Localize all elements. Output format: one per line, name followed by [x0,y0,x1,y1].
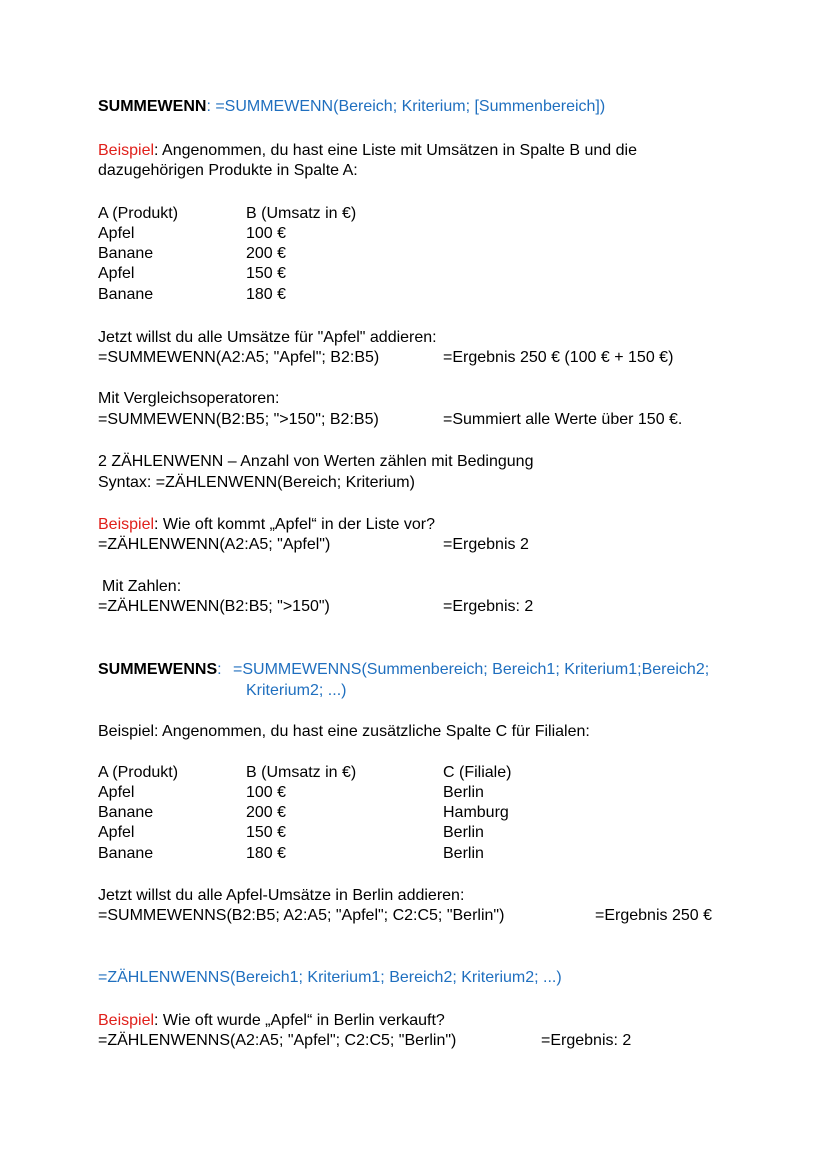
table-header-c: C (Filiale) [443,764,512,781]
summewenn-beispiel-line [98,141,637,161]
summewenns-add-intro: Jetzt willst du alle Apfel-Umsätze in Berlin addieren: [98,887,465,904]
beispiel-text: : Angenommen, du hast eine Liste mit Umsätzen in Spalte B und die [154,142,637,159]
zaehlenwenn-title: 2 ZÄHLENWENN – Anzahl von Werten zählen mit Bedingung [98,453,534,470]
summewenns-colon: : [217,661,222,678]
table-cell: 180 € [246,845,287,862]
operator-intro: Mit Vergleichsoperatoren: [98,390,280,407]
table-cell: Berlin [443,845,484,862]
table-cell: 180 € [246,286,287,303]
zaehlenwenn-result-1: =Ergebnis 2 [443,536,529,553]
zaehlenwenns-beispiel-line [98,1011,445,1031]
table-header-a: A (Produkt) [98,205,179,222]
table-cell: Berlin [443,784,484,801]
summewenn-heading-line [98,97,605,117]
table-cell: Apfel [98,824,135,841]
table-cell: 100 € [246,784,287,801]
beispiel-text: : Wie oft wurde „Apfel“ in Berlin verkauft? [154,1012,445,1029]
mit-zahlen-label: Mit Zahlen: [102,578,182,595]
table-cell: Banane [98,845,154,862]
zaehlenwenn-result-2: =Ergebnis: 2 [443,598,534,615]
summewenns-beispiel: Beispiel: Angenommen, du hast eine zusätzliche Spalte C für Filialen: [98,723,590,740]
add-formula: =SUMMEWENN(A2:A5; "Apfel"; B2:B5) [98,349,380,366]
zaehlenwenns-syntax: =ZÄHLENWENNS(Bereich1; Kriterium1; Bereich2; Kriterium2; ...) [98,969,562,986]
table-cell: 200 € [246,804,287,821]
summewenns-add-result: =Ergebnis 250 € [595,907,712,924]
operator-result: =Summiert alle Werte über 150 €. [443,411,683,428]
table-cell: 200 € [246,245,287,262]
zaehlenwenn-formula-1: =ZÄHLENWENN(A2:A5; "Apfel") [98,536,331,553]
beispiel-text-cont: dazugehörigen Produkte in Spalte A: [98,162,358,179]
summewenns-syntax: =SUMMEWENNS(Summenbereich; Bereich1; Kriterium1;Bereich2; [233,661,710,678]
zaehlenwenns-formula: =ZÄHLENWENNS(A2:A5; "Apfel"; C2:C5; "Berlin") [98,1032,457,1049]
table-cell: 150 € [246,265,287,282]
table-header-b: B (Umsatz in €) [246,764,357,781]
table-cell: Banane [98,245,154,262]
beispiel-label: Beispiel [98,1012,155,1029]
summewenns-add-formula: =SUMMEWENNS(B2:B5; A2:A5; "Apfel"; C2:C5; "Berlin") [98,907,505,924]
add-result: =Ergebnis 250 € (100 € + 150 €) [443,349,674,366]
zaehlenwenn-syntax: Syntax: =ZÄHLENWENN(Bereich; Kriterium) [98,474,415,491]
beispiel-text: : Wie oft kommt „Apfel“ in der Liste vor? [154,516,436,533]
summewenns-syntax-cont: Kriterium2; ...) [246,682,347,699]
summewenn-heading: SUMMEWENN [98,98,207,115]
table-header-a: A (Produkt) [98,764,179,781]
zaehlenwenns-result: =Ergebnis: 2 [541,1032,632,1049]
table-cell: 100 € [246,225,287,242]
summewenns-heading: SUMMEWENNS [98,661,218,678]
table-cell: 150 € [246,824,287,841]
beispiel-label: Beispiel [98,142,155,159]
table-cell: Apfel [98,784,135,801]
table-cell: Apfel [98,265,135,282]
summewenn-syntax: : =SUMMEWENN(Bereich; Kriterium; [Summenbereich]) [206,98,606,115]
operator-formula: =SUMMEWENN(B2:B5; ">150"; B2:B5) [98,411,379,428]
table-cell: Apfel [98,225,135,242]
table-cell: Hamburg [443,804,509,821]
beispiel-label: Beispiel [98,516,155,533]
zaehlenwenn-formula-2: =ZÄHLENWENN(B2:B5; ">150") [98,598,330,615]
table-cell: Banane [98,804,154,821]
summewenns-heading-line [98,660,222,680]
table-cell: Berlin [443,824,484,841]
add-intro: Jetzt willst du alle Umsätze für "Apfel" addieren: [98,329,437,346]
table-header-b: B (Umsatz in €) [246,205,357,222]
zaehlenwenn-beispiel-line [98,515,435,535]
table-cell: Banane [98,286,154,303]
